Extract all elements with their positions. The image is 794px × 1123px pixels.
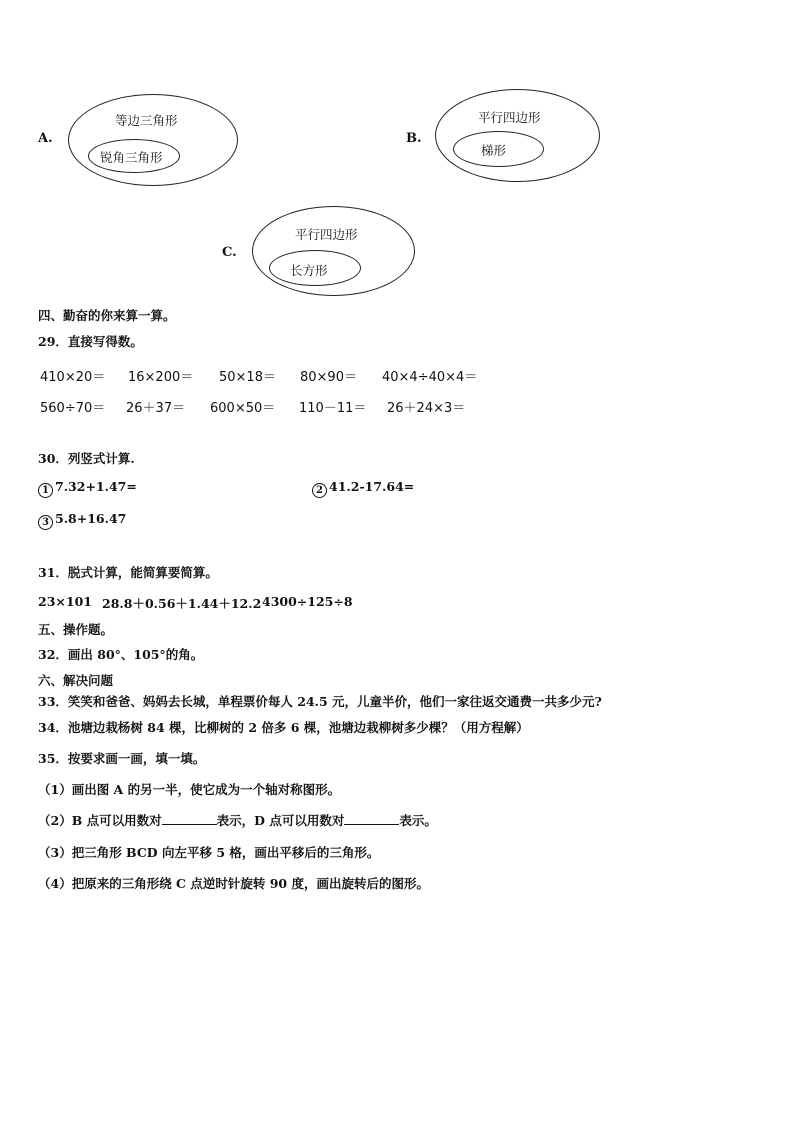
q30-item-2 (312, 479, 414, 498)
option-a-outer-text: 等边三角形 (115, 113, 178, 128)
q29-r1-c3: 50×18＝ (219, 370, 276, 385)
q31-item-3: 4300÷125÷8 (262, 594, 353, 609)
option-b-outer-text: 平行四边形 (478, 110, 541, 125)
q31-item-1: 23×101 (38, 594, 92, 609)
q30-item-2-text: 41.2-17.64= (329, 479, 415, 494)
answer-blank-d[interactable] (344, 812, 399, 825)
q29-r2-c2: 26＋37＝ (126, 401, 186, 416)
q29-r2-c1: 560÷70＝ (40, 401, 106, 416)
q29-r2-c3: 600×50＝ (210, 401, 276, 416)
q30-item-3 (38, 511, 126, 530)
q35-part-2-a: （2）B 点可以用数对 (38, 813, 162, 828)
q35-part-2-b: 表示，D 点可以用数对 (216, 813, 345, 828)
q35-part-3: （3）把三角形 BCD 向左平移 5 格，画出平移后的三角形。 (38, 845, 380, 860)
q35-part-1: （1）画出图 A 的另一半，使它成为一个轴对称图形。 (38, 782, 341, 797)
q31-title: 31．脱式计算，能简算要简算。 (38, 565, 218, 580)
q29-title: 29．直接写得数。 (38, 334, 143, 349)
q31-item-2: 28.8＋0.56＋1.44＋12.2 (102, 596, 262, 611)
q30-item-3-text: 5.8+16.47 (55, 511, 127, 526)
option-b-label: B. (406, 131, 422, 146)
option-c-inner-text: 长方形 (290, 263, 328, 278)
option-a-label: A. (38, 131, 53, 146)
section-4-title: 四、勤奋的你来算一算。 (38, 308, 176, 323)
q33-text: 33．笑笑和爸爸、妈妈去长城，单程票价每人 24.5 元，儿童半价，他们一家往返交通费一共多少元? (38, 694, 602, 709)
q35-part-2 (38, 811, 437, 829)
q29-r1-c4: 80×90＝ (300, 370, 357, 385)
q30-item-1-text: 7.32+1.47= (55, 479, 137, 494)
q35-title: 35．按要求画一画，填一填。 (38, 751, 206, 766)
option-c-label: C. (222, 245, 237, 260)
option-a-inner-text: 锐角三角形 (100, 150, 163, 165)
q29-r1-c2: 16×200＝ (128, 370, 194, 385)
circled-number: 1 (38, 483, 53, 498)
q30-title: 30．列竖式计算. (38, 451, 135, 466)
q30-item-1 (38, 479, 137, 498)
q29-r1-c1: 410×20＝ (40, 370, 106, 385)
q29-r2-c5: 26＋24×3＝ (387, 401, 466, 416)
answer-blank-b[interactable] (162, 812, 217, 825)
circled-number: 3 (38, 515, 53, 530)
q35-part-4: （4）把原来的三角形绕 C 点逆时针旋转 90 度，画出旋转后的图形。 (38, 876, 429, 891)
q29-r1-c5: 40×4÷40×4＝ (382, 370, 478, 385)
q29-r2-c4: 110－11＝ (299, 401, 367, 416)
circled-number: 2 (312, 483, 327, 498)
option-c-outer-text: 平行四边形 (295, 227, 358, 242)
section-5-title: 五、操作题。 (38, 622, 114, 637)
section-6-title: 六、解决问题 (38, 673, 114, 688)
q35-part-2-c: 表示。 (399, 813, 437, 828)
q34-text: 34．池塘边栽杨树 84 棵，比柳树的 2 倍多 6 棵，池塘边栽柳树多少棵？（用方程解） (38, 720, 529, 735)
option-b-inner-text: 梯形 (481, 143, 507, 158)
q32-text: 32．画出 80°、105°的角。 (38, 647, 204, 662)
